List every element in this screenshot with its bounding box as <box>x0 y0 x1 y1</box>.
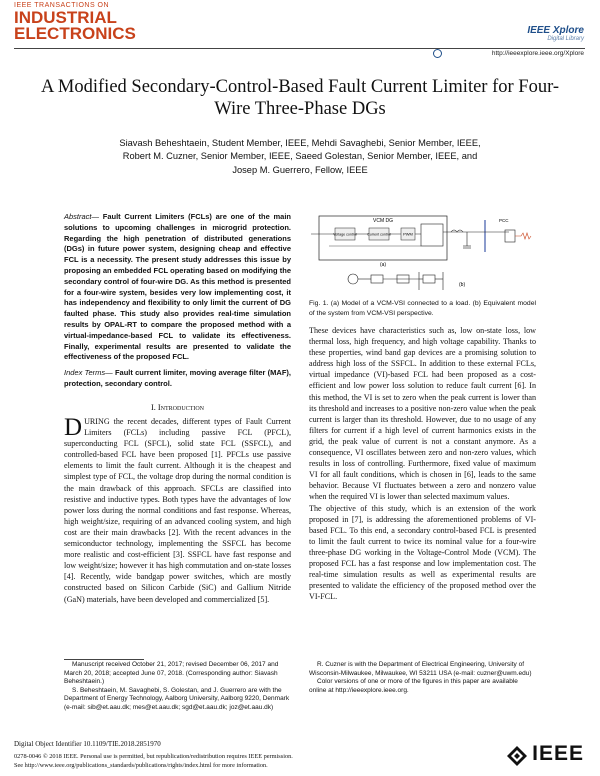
abstract-label: Abstract— <box>64 212 100 221</box>
header-rule <box>14 48 585 49</box>
figure-part-a: (a) <box>379 262 387 268</box>
author-line: Robert M. Cuzner, Senior Member, IEEE, Saeed Golestan, Senior Member, IEEE, and <box>122 151 478 162</box>
ieee-xplore-logo <box>527 25 584 42</box>
voltage-control-label: Voltage control <box>333 232 357 237</box>
journal-name-line1: INDUSTRIAL <box>14 8 117 27</box>
paragraph: The objective of this study, which is an extension of the work proposed in [7], is addressing the aforementioned problems of VI-based FCL. To this end, a secondary control-based FCL is presented to limit the fault current to twice its nominal value for a four-wire three-phase DG working in the Voltage-Control Mode (VCM). The proposed FCL has a fast response and low implementation cost. The real-time simulation results as well as experimental results are presented to validate the efficiency of the proposed method over the VI-FCL. <box>309 503 536 602</box>
xplore-url[interactable]: http://ieeexplore.ieee.org/Xplore <box>491 50 584 57</box>
xplore-subtitle: Digital Library <box>547 36 584 42</box>
drop-cap: D <box>64 414 83 441</box>
abstract <box>64 212 291 363</box>
paragraph: These devices have characteristics such as, low on-state loss, low thermal loss, high frequency, and high voltage capability. Thanks to these properties, wind band gap devices are a promising solution to address high loss of the SSFCL. In addition to these external FCLs, virtual impedance (VI)-based FCL had been proposed as a cost-efficient and low power loss solution to reduce fault current [6]. In this method, the VI is set to zero when the peak current is lower than its threshold and increases to a positive non-zero value when the peak current is larger than its threshold. However, due to no usage of any filters for current if a high level of current harmonics exists in the grid, the peak value of current is not a constant anymore. As a consequence, VI oscillates between zero and non-zero values, which results in loss of controlling. Furthermore, fixed value of maximum VI for all fault conditions, which is chosen in [6], leads to the same behavior. Because VI fluctuates between a zero and nonzero value when the required VI is lower than selected maximum values. <box>309 326 536 502</box>
author-list <box>70 137 530 177</box>
figure-part-b: (b) <box>459 282 466 288</box>
ieee-logo <box>506 742 584 767</box>
index-terms-label: Index Terms— <box>64 368 113 377</box>
abstract-text: Fault Current Limiters (FCLs) are one of the main solutions to upcoming challenges in microgrid protection. Regarding the high penetration of distributed generations (DGs) in future power system, designing cheap and effective FCL is a necessity. The present study addresses this issue by proposing an embedded FCL operating based on modifying the secondary control of four-wire DG. As this method is presented for a four-wire system, besides very low implementing cost, it has independency and flexibility to only limit the current of DG faulted phase. This study also provides real-time simulation results by OPAL-RT to compare the proposed method with a virtual-impedance-based FCL to validate its effectiveness. Finally, experimental results are presented to validate the effectiveness of the proposed FCL. <box>64 212 291 362</box>
copyright-line: 0278-0046 © 2018 IEEE. Personal use is permitted, but republication/redistribution requires IEEE permission. <box>14 753 293 760</box>
journal-name <box>14 10 136 42</box>
footnote-rule <box>64 659 144 660</box>
index-terms-text: Fault current limiter, moving average filter (MAF), protection, secondary control. <box>64 368 291 388</box>
author-line: Josep M. Guerrero, Fellow, IEEE <box>232 164 368 175</box>
current-control-label: Current control <box>367 232 391 237</box>
doi-line: Digital Object Identifier 10.1109/TIE.2018.2851970 <box>14 740 161 748</box>
figure-1-diagram <box>309 212 536 294</box>
figure-caption: Fig. 1. (a) Model of a VCM-VSI connected to a load. (b) Equivalent model of the system from VCM-VSI perspective. <box>309 300 536 317</box>
footnote-paragraph: R. Cuzner is with the Department of Electrical Engineering, University of Wisconsin-Milwaukee, Milwaukee, WI 53211 USA (e-mail: cuzner@uwm.edu) <box>309 661 532 677</box>
copyright-notice <box>14 753 474 770</box>
xplore-brand: IEEE Xplore <box>527 25 584 36</box>
footnote-right <box>309 661 536 695</box>
section-number: I. <box>150 403 156 412</box>
journal-name-line2: ELECTRONICS <box>14 24 136 43</box>
footnote-paragraph: Manuscript received October 21, 2017; revised December 06, 2017 and March 20, 2018; accepted June 07, 2018. (Corresponding author: Siavash Beheshtaein.) <box>64 661 279 686</box>
footnote-paragraph: S. Beheshtaein, M. Savaghebi, S. Golestan, and J. Guerrero are with the Department of Energy Technology, Aalborg University, Aalborg 9220, Denmark (e-mail: sib@et.aau.dk; mes@et.aau.dk; sgd@et.aau.dk; joz@et.aau.dk) <box>64 686 290 711</box>
intro-paragraph <box>64 416 291 605</box>
section-title: Introduction <box>157 403 204 412</box>
section-heading <box>64 403 291 412</box>
ieee-wordmark: IEEE <box>532 742 584 765</box>
journal-series-label: IEEE TRANSACTIONS ON <box>14 2 110 9</box>
pwm-label: PWM <box>403 231 413 237</box>
author-line: Siavash Beheshtaein, Student Member, IEEE, Mehdi Savaghebi, Senior Member, IEEE, <box>119 138 481 148</box>
index-terms <box>64 368 291 390</box>
footnote-paragraph: Color versions of one or more of the figures in this paper are available online at http://ieeexplore.ieee.org. <box>309 678 518 694</box>
intro-text: URING the recent decades, different types of Fault Current Limiters (FCLs) including passive FCL (PFCL), superconducting FCL (SFCL), solid state FCL (SSFCL), and controlled-based FCL have been proposed [1]. PFCLs use passive elements to limit the fault current. Although it is the cheapest and simplest type of FCL, the voltage drop during the normal condition is the main drawback of this approach. SFCLs are classified into resistive and inductive types. Both types have the advantages of low power loss during the normal conditions and fast response. Whereas, high weight/size, requiring of an advanced cooling system, and high cost are their main drawbacks [2]. With the recent advances in the semiconductor technology, implementing the SSFCL has become more realistic and cost-efficient [3]. SSFCL have fast response and low weight/size; however it has high commutation and on-state losses [4]. Recently, wide bandgap power switches, which are mostly constructed based on Silicon Carbide (SiC) and Gallium Nitride (GaN) materials, have been developed and commercialized [5]. <box>64 417 291 604</box>
paper-title: A Modified Secondary-Control-Based Fault Current Limiter for Four-Wire Three-Phase DGs <box>40 77 560 119</box>
globe-icon <box>433 49 442 58</box>
pcc-label: PCC <box>499 218 509 223</box>
right-column-text <box>309 325 536 602</box>
copyright-line: See http://www.ieee.org/publications_standards/publications/rights/index.html for more information. <box>14 761 268 769</box>
footnote-left <box>64 661 291 713</box>
vcm-box-label: VCM DG <box>373 218 393 224</box>
ieee-diamond-icon <box>506 745 528 767</box>
